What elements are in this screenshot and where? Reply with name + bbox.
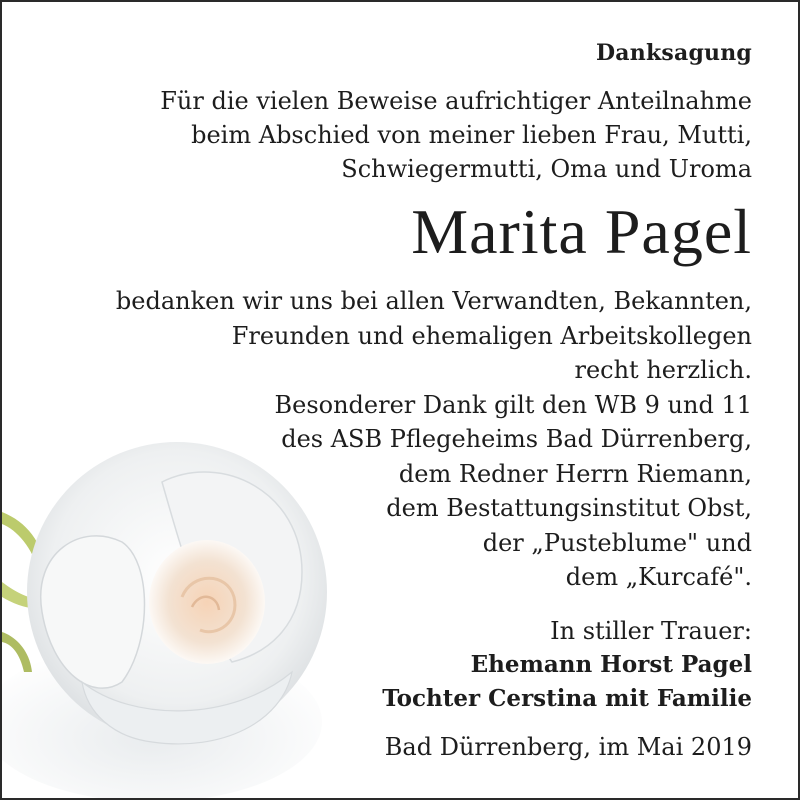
- intro-line: beim Abschied von meiner lieben Frau, Mutti,: [191, 121, 752, 149]
- intro-text: [32, 84, 752, 186]
- mourner-name: Ehemann Horst Pagel: [470, 651, 752, 678]
- deceased-name: Marita Pagel: [411, 196, 752, 267]
- thanks-line: dem Redner Herrn Riemann,: [398, 459, 752, 488]
- thanks-line: dem „Kurcafé".: [565, 563, 752, 591]
- thanks-line: der „Pusteblume" und: [482, 528, 752, 557]
- thanks-line: Freunden und ehemaligen Arbeitskollegen: [231, 321, 752, 350]
- thanks-line: dem Bestattungsinstitut Obst,: [386, 494, 752, 522]
- thanks-line: des ASB Pflegeheims Bad Dürrenberg,: [281, 425, 752, 453]
- intro-line: Für die vielen Beweise aufrichtiger Anteilnahme: [160, 87, 752, 115]
- mourning-intro: In stiller Trauer:: [550, 617, 752, 645]
- place-and-date: Bad Dürrenberg, im Mai 2019: [384, 733, 752, 761]
- thanks-line: bedanken wir uns bei allen Verwandten, Bekannten,: [115, 287, 752, 315]
- thanks-text: [32, 284, 752, 595]
- intro-line: Schwiegermutti, Oma und Uroma: [341, 155, 752, 183]
- thanks-line: recht herzlich.: [574, 356, 752, 384]
- notice-heading: Danksagung: [596, 40, 752, 66]
- thanks-line: Besonderer Dank gilt den WB 9 und 11: [274, 390, 752, 419]
- mourning-signature: [252, 614, 752, 716]
- mourner-name: Tochter Cerstina mit Familie: [382, 685, 752, 712]
